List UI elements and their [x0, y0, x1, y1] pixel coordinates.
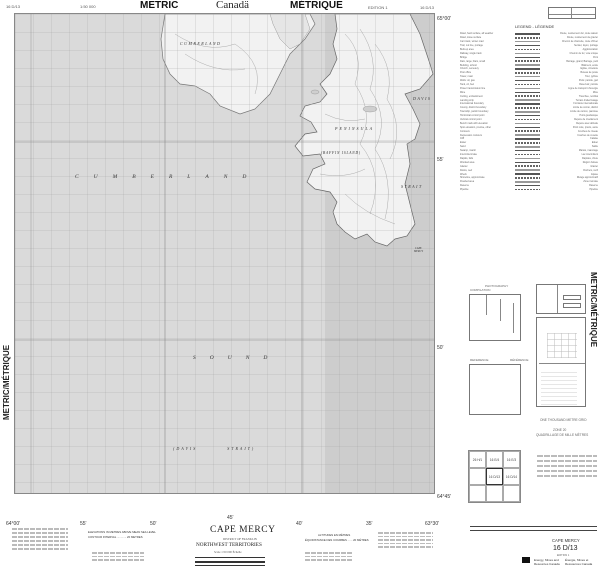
legend-label-en: Railway, single track: [460, 51, 482, 55]
legend-label-fr: Sable: [591, 145, 598, 149]
legend-label-en: Esker: [460, 141, 467, 145]
legend-label-fr: Rapides, chute: [582, 156, 598, 160]
legend-label-fr: Terrain d'atterrissage: [575, 98, 598, 102]
legend-symbol-icon: [515, 169, 540, 171]
legend-symbol-icon: [515, 150, 540, 152]
sheet-code-right: 16 D/13: [420, 5, 435, 10]
legend-label-en: Wells: oil, gas: [460, 79, 475, 83]
label-cape-mercy-1: CAPE: [415, 247, 422, 250]
map-canvas: [15, 14, 435, 494]
legend-label-en: Bridge: [460, 55, 467, 59]
coord-bottom-40: 40': [296, 521, 303, 527]
canada-flag-icon: [522, 557, 530, 563]
legend-label-en: Spot elevation, precise, other: [460, 125, 491, 129]
grid-note-fr: QUADRILLAGE DE MILLE MÈTRES: [536, 433, 589, 437]
legend-label-fr: Réservoir, pétrole: [579, 83, 598, 87]
legend-label-en: Road, hard surface, all weather: [460, 32, 494, 36]
legend-label-en: Trail, cut line, portage: [460, 44, 483, 48]
contour-interval-en: CONTOUR INTERVAL ............ 20 METRES: [88, 535, 143, 539]
map-title: CAPE MERCY: [210, 525, 276, 535]
legend-label-en: Bench mark with elevation: [460, 121, 488, 125]
legend-label-fr: Bureau de poste: [580, 71, 598, 75]
legend-label-fr: Limite de comté, district: [572, 106, 598, 110]
legend-symbol-icon: [515, 111, 540, 113]
legend-label-fr: Pipeline: [589, 188, 598, 192]
legend-label-fr: Chemin de charrette, route d'hiver: [561, 40, 598, 44]
legend-row: [460, 188, 598, 192]
legend-label-en: Building, school: [460, 63, 477, 67]
legend-label-fr: Frontière internationale: [573, 102, 598, 106]
index-cell: 16 E/3: [503, 451, 520, 468]
coord-bottom-45: 45': [227, 515, 234, 521]
label-strait: STRAIT: [401, 184, 423, 189]
legend-symbol-icon: [515, 165, 540, 167]
legend-label-fr: Tour, pylône: [585, 75, 598, 79]
coord-right-55: 55': [437, 157, 444, 163]
metric-fr: MÉTRIQUE: [290, 0, 343, 11]
index-cell: [469, 468, 486, 485]
canada-wordmark: Canadä: [216, 0, 249, 11]
index-cell: [486, 485, 503, 502]
index-cell: 16 D/14: [503, 468, 520, 485]
reference-label-right: RÉFÉRENCE: [510, 358, 529, 362]
legend-label-en: Road, loose surface: [460, 36, 482, 40]
legend-label-fr: Agglomération: [582, 48, 598, 51]
notes-right-footer: [378, 532, 433, 548]
legend-label-fr: Sentier, layon, portage: [574, 44, 598, 48]
sheet-name: CAPE MERCY: [552, 538, 580, 543]
legend-label-en: Rocks, reef: [460, 168, 473, 172]
legend-label-fr: Bâtiment, école: [581, 63, 598, 67]
legend-symbol-icon: [515, 146, 540, 148]
legend-label-en: Flooded area: [460, 180, 475, 184]
notes-right: [537, 455, 597, 480]
legend-label-en: Mine: [460, 90, 466, 94]
sheet-number: 16 D/13: [553, 545, 578, 552]
nrcan-en-1: Energy, Mines and: [534, 558, 559, 562]
legend-label-fr: Rochers, récif: [583, 168, 598, 172]
legend-label-en: Rapids, falls: [460, 156, 474, 160]
legend-title: LEGEND - LÉGENDE: [515, 24, 555, 29]
legend-label-en: Pipeline: [460, 188, 469, 192]
label-baffin-island: (BAFFIN ISLAND): [321, 151, 361, 155]
legend-label-en: Swamp, marsh: [460, 149, 476, 153]
legend-label-fr: Repère avec altitude: [576, 121, 598, 125]
legend-symbol-icon: [515, 181, 540, 183]
coord-right-50: 50': [437, 345, 444, 351]
label-cumberland-land: CUMBERLAND: [180, 41, 222, 46]
district-label: DISTRICT OF FRANKLIN: [223, 537, 257, 541]
scale-bar-3: [195, 565, 265, 566]
legend-symbol-icon: [515, 185, 540, 187]
coord-bottom-50: 50': [150, 521, 157, 527]
legend-symbol-icon: [515, 127, 540, 129]
legend-symbol-icon: [515, 76, 540, 78]
legend-label-fr: Esker: [591, 141, 598, 145]
legend-label-fr: Épave: [591, 172, 598, 176]
legend-label-fr: Zone inondée: [583, 180, 598, 184]
legend-symbol-icon: [515, 92, 540, 94]
grid-note: ONE THOUSAND METRE GRID: [540, 418, 587, 422]
legend-symbol-icon: [515, 189, 540, 191]
legend-symbol-icon: [515, 64, 540, 66]
notes-center-left: [92, 552, 144, 561]
legend-label-fr: Église, cimetière: [580, 67, 598, 71]
legend: [460, 32, 598, 192]
legend-label-en: International boundary: [460, 102, 484, 106]
reference-diagram: [469, 364, 521, 415]
legend-label-en: Shoreline, approximate: [460, 176, 485, 180]
legend-label-fr: Barrage, grand; Barrage, petit: [566, 59, 598, 63]
legend-label-fr: Marais, marécage: [578, 149, 598, 153]
side-label-right: METRIC/MÉTRIQUE: [589, 272, 598, 348]
legend-label-en: Contours: [460, 129, 470, 133]
legend-label-fr: Mine: [592, 90, 598, 94]
legend-symbol-icon: [515, 162, 540, 164]
legend-symbol-icon: [515, 107, 540, 109]
legend-label-en: Wreck: [460, 172, 467, 176]
legend-label-en: Township, parish boundary: [460, 110, 489, 114]
legend-label-en: Wooded area: [460, 160, 475, 164]
legend-label-fr: Puits: pétrole, gaz: [578, 79, 598, 83]
edition-small: EDITION 1: [557, 554, 570, 557]
scale-header: 1:50 000: [80, 4, 96, 9]
compilation-label-left: COMPILATION: [470, 288, 491, 292]
legend-symbol-icon: [515, 88, 540, 90]
legend-label-en: Tower, mast: [460, 75, 473, 79]
legend-label-fr: Rivage approximatif: [576, 176, 598, 180]
legend-label-en: Glacier: [460, 164, 468, 168]
legend-label-en: Dam, large; Dam, small: [460, 59, 485, 63]
label-cape-mercy-2: MERCY: [414, 250, 424, 253]
label-peninsula: PENINSULA: [335, 126, 375, 131]
scale-bar-2: [195, 561, 265, 563]
legend-symbol-icon: [515, 134, 540, 136]
legend-label-fr: Point géodésique: [579, 114, 598, 118]
coord-top-right: 65°00': [437, 16, 452, 22]
legend-label-en: Intermittent lake: [460, 153, 478, 157]
conversion-scale-feet: [470, 530, 597, 531]
side-label-left: METRIC/MÉTRIQUE: [2, 344, 11, 420]
legend-symbol-icon: [515, 115, 540, 117]
scale-bar-1: [195, 557, 265, 558]
legend-symbol-icon: [515, 45, 540, 47]
legend-symbol-icon: [515, 84, 540, 86]
legend-label-en: Built-up area: [460, 48, 474, 51]
legend-symbol-icon: [515, 99, 540, 101]
notes-left: [12, 528, 68, 552]
index-cell: 16 D/13: [486, 468, 503, 485]
legend-label-en: Post office: [460, 71, 472, 75]
reference-label-left: REFERENCE: [470, 358, 489, 362]
compilation-label-right: PHOTOGRAPHY: [485, 284, 509, 288]
legend-label-fr: Courbes de cuvette: [577, 133, 598, 137]
legend-label-en: Church, cemetery: [460, 67, 479, 71]
adjoining-sheets-index: [468, 450, 521, 503]
legend-label-fr: Réserve: [589, 184, 598, 188]
legend-label-en: Landing strip: [460, 98, 474, 102]
legend-symbol-icon: [515, 37, 540, 39]
coord-bottom-55: 55': [80, 521, 87, 527]
legend-label-en: Cart track, winter road: [460, 40, 484, 44]
index-cell: 16 E/4: [486, 451, 503, 468]
legend-symbol-icon: [515, 95, 540, 97]
legend-label-en: Vertical control point: [460, 118, 482, 122]
legend-label-en: Horizontal control point: [460, 114, 485, 118]
elevation-note-en: ELEVATIONS IN METRES ABOVE MEAN SEA LEVEL: [88, 530, 156, 534]
legend-label-fr: Chemin de fer, voie unique: [569, 51, 598, 55]
compilation-diagram: [469, 294, 521, 341]
nrcan-en-2: Resources Canada: [534, 562, 560, 566]
edition-label: EDITION 1: [368, 5, 388, 10]
legend-symbol-icon: [515, 130, 540, 132]
index-cell: [503, 485, 520, 502]
coord-bottom-35: 35': [366, 521, 373, 527]
index-cell: 26 H/1: [469, 451, 486, 468]
legend-symbol-icon: [515, 53, 540, 55]
legend-label-en: Tank, oil, fuel: [460, 83, 474, 87]
legend-label-en: County, district boundary: [460, 106, 487, 110]
legend-label-en: Reserve: [460, 184, 469, 188]
legend-label-en: Cutting, embankment: [460, 94, 483, 98]
legend-label-en: Cliff: [460, 137, 465, 141]
legend-symbol-icon: [515, 72, 540, 74]
legend-label-fr: Tranchée, remblai: [578, 94, 598, 98]
grid-reference-box: [536, 284, 586, 314]
legend-symbol-icon: [515, 158, 540, 160]
legend-symbol-icon: [515, 33, 540, 35]
legend-label-fr: Limite de canton, paroisse: [570, 110, 598, 114]
coord-bottom-right-long: 63°30': [425, 521, 440, 527]
coord-bottom-right-lat: 64°45': [437, 494, 452, 500]
legend-label-fr: Route, revêtement de gravier: [567, 36, 598, 40]
legend-label-fr: Falaise: [590, 137, 598, 141]
label-cumberland-sea: CUMBERLAND: [75, 174, 262, 180]
legend-label-fr: Route, revêtement dur, toute saison: [560, 32, 598, 36]
label-davis-strait: (DAVIS STRAIT): [173, 446, 256, 451]
legend-label-fr: Courbes de niveau: [577, 129, 598, 133]
legend-label-en: Sand: [460, 145, 466, 149]
label-sound: SOUND: [193, 355, 282, 361]
scale-text: Scale 1:50 000 Échelle: [214, 550, 242, 554]
declination-table: [548, 7, 596, 19]
legend-symbol-icon: [515, 142, 540, 144]
notes-center-right: [305, 552, 353, 561]
topographic-map[interactable]: [14, 13, 435, 494]
legend-symbol-icon: [515, 138, 540, 140]
coord-bottom-left: 64°00': [6, 521, 21, 527]
legend-label-fr: Lac intermittent: [581, 153, 598, 157]
legend-label-fr: Glacier: [590, 164, 598, 168]
conversion-scale-metres: [470, 526, 597, 527]
legend-symbol-icon: [515, 41, 540, 43]
index-cell: [469, 485, 486, 502]
legend-symbol-icon: [515, 49, 540, 51]
legend-symbol-icon: [515, 103, 540, 105]
legend-label-fr: Pont: [593, 55, 598, 59]
legend-label-fr: Région boisée: [582, 160, 598, 164]
legend-label-fr: Ligne de transport d'énergie: [568, 86, 598, 90]
territory-label: NORTHWEST TERRITORIES: [196, 542, 262, 548]
nrcan-fr-1: Énergie, Mines et: [565, 558, 589, 562]
legend-label-en: Depression contours: [460, 133, 482, 137]
elevation-note-fr: ALTITUDES EN MÈTRES: [318, 533, 351, 537]
legend-symbol-icon: [515, 177, 540, 179]
legend-symbol-icon: [515, 68, 540, 70]
legend-label-en: Power transmission line: [460, 86, 486, 90]
label-davis: DAVIS: [413, 96, 432, 101]
declination-diagram: [536, 317, 586, 407]
legend-symbol-icon: [515, 154, 540, 156]
nrcan-fr-2: Ressources Canada: [565, 562, 593, 566]
legend-label-fr: Repère de nivellement: [574, 118, 598, 122]
contour-interval-fr: ÉQUIDISTANCE DES COURBES ...... 20 MÈTRES: [305, 538, 369, 542]
zone-label: ZONE 20: [553, 428, 567, 432]
sheet-code-left: 16 D/13: [6, 4, 21, 9]
legend-symbol-icon: [515, 57, 540, 59]
legend-symbol-icon: [515, 123, 540, 125]
metric-en: METRIC: [140, 0, 179, 11]
legend-symbol-icon: [515, 60, 540, 62]
legend-label-fr: Point coté, précis, autre: [572, 125, 598, 129]
legend-symbol-icon: [515, 80, 540, 82]
legend-symbol-icon: [515, 119, 540, 121]
legend-symbol-icon: [515, 173, 540, 175]
